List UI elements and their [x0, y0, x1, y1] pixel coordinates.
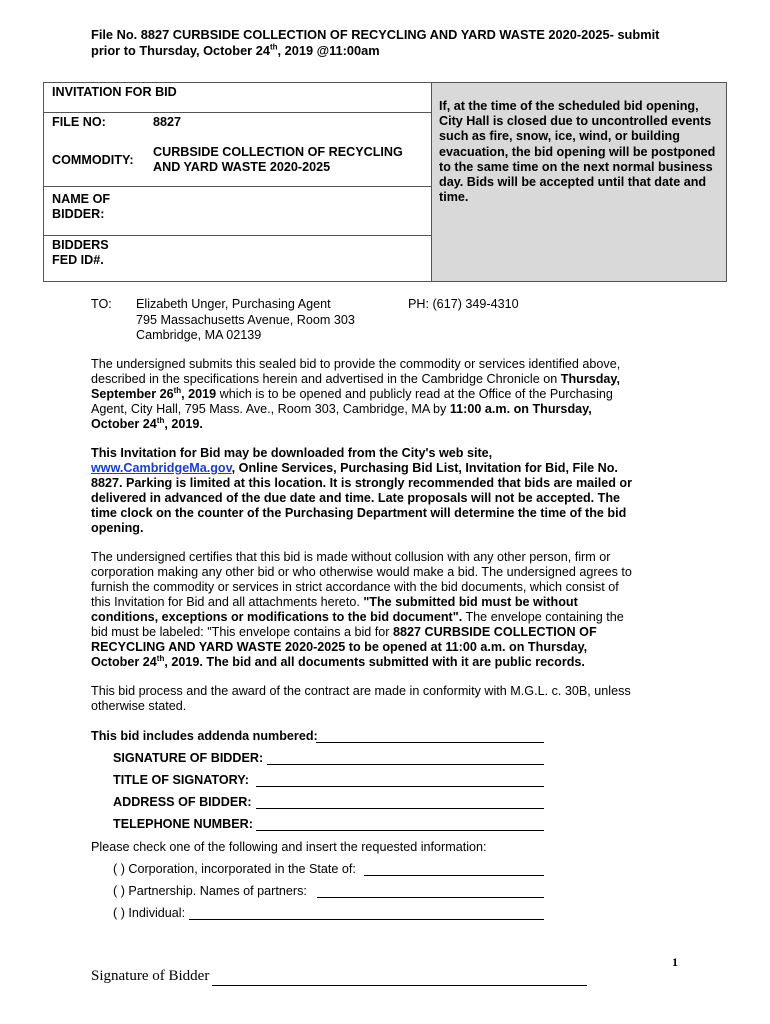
addenda-field[interactable] — [316, 742, 544, 743]
recipient-address-line-2: Cambridge, MA 02139 — [136, 328, 262, 342]
file-no-label: FILE NO: — [52, 115, 106, 129]
commodity-value — [153, 145, 403, 175]
file-no-value: 8827 — [153, 115, 182, 129]
closure-notice-text: If, at the time of the scheduled bid opening, City Hall is closed due to uncontrolled events such as fire, snow, ice, wind, or building evacuation, the bid opening will be postponed to the same time on the next normal business day. Bids will be accepted until that date and time. — [439, 99, 716, 205]
addenda-label: This bid includes addenda numbered: — [91, 729, 318, 743]
header-date-post: , 2019 @11:00am — [277, 43, 380, 58]
invitation-for-bid-box — [43, 82, 727, 282]
row-fed-id[interactable] — [44, 236, 431, 281]
para3-text-1: The undersigned certifies that this bid is made without collusion with any other person, firm or corporation making any other bid or who otherwise would make a bid. The undersigned agrees to furnish the commodity or services in strict accordance with the bid documents, which consist of this Invitation for Bid and all attachments hereto. — [91, 550, 632, 609]
download-notice-paragraph — [91, 446, 636, 536]
individual-option[interactable]: ( ) Individual: — [113, 906, 186, 920]
certification-paragraph — [91, 550, 636, 670]
para1-text-1: The undersigned submits this sealed bid to provide the commodity or services identified above, described in the specifications herein and advertised in the Cambridge Chronicle on — [91, 357, 621, 386]
header-date-sup: th — [269, 42, 278, 52]
commodity-label: COMMODITY: — [52, 153, 134, 167]
header-line-1: File No. 8827 CURBSIDE COLLECTION OF RECYCLING AND YARD WASTE 2020-2025- submit — [91, 27, 660, 42]
row-commodity — [44, 139, 431, 187]
footer-signature-field[interactable] — [212, 985, 587, 986]
commodity-value-line-1: CURBSIDE COLLECTION OF RECYCLING — [153, 145, 403, 159]
recipient-name: Elizabeth Unger, Purchasing Agent — [136, 297, 331, 311]
row-title — [44, 83, 431, 113]
telephone-field[interactable] — [256, 830, 544, 831]
recipient-phone: PH: (617) 349-4310 — [408, 297, 519, 311]
para1-bold-1-post: , 2019 — [181, 387, 217, 401]
para2-text-1: This Invitation for Bid may be downloaded from the City's web site, — [91, 446, 493, 460]
para1-sup-2: th — [156, 415, 165, 425]
para1-text-2: which is to be opened and publicly read at the Office of the Purchasing Agent, City Hall, 795 Mass. Ave., Room 303, Cambridge, MA by — [91, 387, 613, 416]
fed-id-label — [52, 238, 109, 268]
to-label: TO: — [91, 297, 112, 311]
header-date-text: prior to Thursday, October 24 — [91, 43, 270, 58]
recipient-address — [136, 297, 355, 344]
partnership-option[interactable]: ( ) Partnership. Names of partners: — [113, 884, 307, 898]
row-bidder-name[interactable] — [44, 187, 431, 236]
row-file-no — [44, 113, 431, 139]
recipient-address-line-1: 795 Massachusetts Avenue, Room 303 — [136, 312, 355, 327]
individual-field[interactable] — [189, 919, 544, 920]
telephone-label: TELEPHONE NUMBER: — [113, 817, 253, 831]
commodity-value-line-2: AND YARD WASTE 2020-2025 — [153, 160, 331, 174]
city-website-link[interactable]: www.CambridgeMa.gov — [91, 461, 232, 475]
invitation-title: INVITATION FOR BID — [52, 85, 177, 99]
para1-bold-2: 11:00 a.m. on Thursday, October 24 — [91, 402, 592, 431]
fed-id-label-line-1: BIDDERS — [52, 238, 109, 252]
bidder-name-label-line-2: BIDDER: — [52, 207, 105, 221]
partners-field[interactable] — [317, 897, 544, 898]
para1-bold-2-post: , 2019. — [164, 417, 203, 431]
corporation-state-field[interactable] — [364, 875, 544, 876]
para2-text-2: , Online Services, Purchasing Bid List, Invitation for Bid, File No. 8827. Parking is limited at this location. It is strongly recommended that bids are mailed or delivered in advanced of the due date and time. Late proposals will not be accepted. The time clock on the counter of the Purchasing Department will determine the time of the bid opening. — [91, 461, 632, 535]
title-field[interactable] — [256, 786, 544, 787]
corporation-option[interactable]: ( ) Corporation, incorporated in the State of: — [113, 862, 356, 876]
bid-info-column — [44, 83, 431, 281]
page-number: 1 — [672, 955, 678, 969]
check-instructions: Please check one of the following and insert the requested information: — [91, 840, 487, 854]
para3-sup: th — [156, 653, 165, 663]
footer-signature-label: Signature of Bidder — [91, 968, 210, 984]
mgl-conformity-paragraph: This bid process and the award of the contract are made in conformity with M.G.L. c. 30B, unless otherwise stated. — [91, 684, 631, 713]
header-line-2 — [91, 43, 691, 59]
para3-bold-2: 8827 CURBSIDE COLLECTION OF RECYCLING AND YARD WASTE 2020-2025 to be opened at 11:00 a.m. on Thursday, October 24 — [91, 625, 597, 669]
para3-bold-2-post: , 2019. The bid and all documents submitted with it are public records. — [164, 655, 585, 669]
bidder-name-label — [52, 192, 110, 222]
signature-field[interactable] — [267, 764, 544, 765]
bid-submission-paragraph — [91, 357, 636, 432]
title-label: TITLE OF SIGNATORY: — [113, 773, 249, 787]
address-field[interactable] — [256, 808, 544, 809]
para3-text-2: The envelope containing the bid must be labeled: "This envelope contains a bid for — [91, 610, 624, 639]
document-header — [91, 27, 691, 59]
para3-bold-1: "The submitted bid must be without conditions, exceptions or modifications to the bid document". — [91, 595, 578, 624]
fed-id-label-line-2: FED ID#. — [52, 253, 104, 267]
bidder-name-label-line-1: NAME OF — [52, 192, 111, 206]
para1-bold-1: Thursday, September 26 — [91, 372, 620, 401]
address-label: ADDRESS OF BIDDER: — [113, 795, 252, 809]
para1-sup-1: th — [173, 385, 182, 395]
closure-notice-panel — [431, 83, 726, 281]
signature-label: SIGNATURE OF BIDDER: — [113, 751, 264, 765]
